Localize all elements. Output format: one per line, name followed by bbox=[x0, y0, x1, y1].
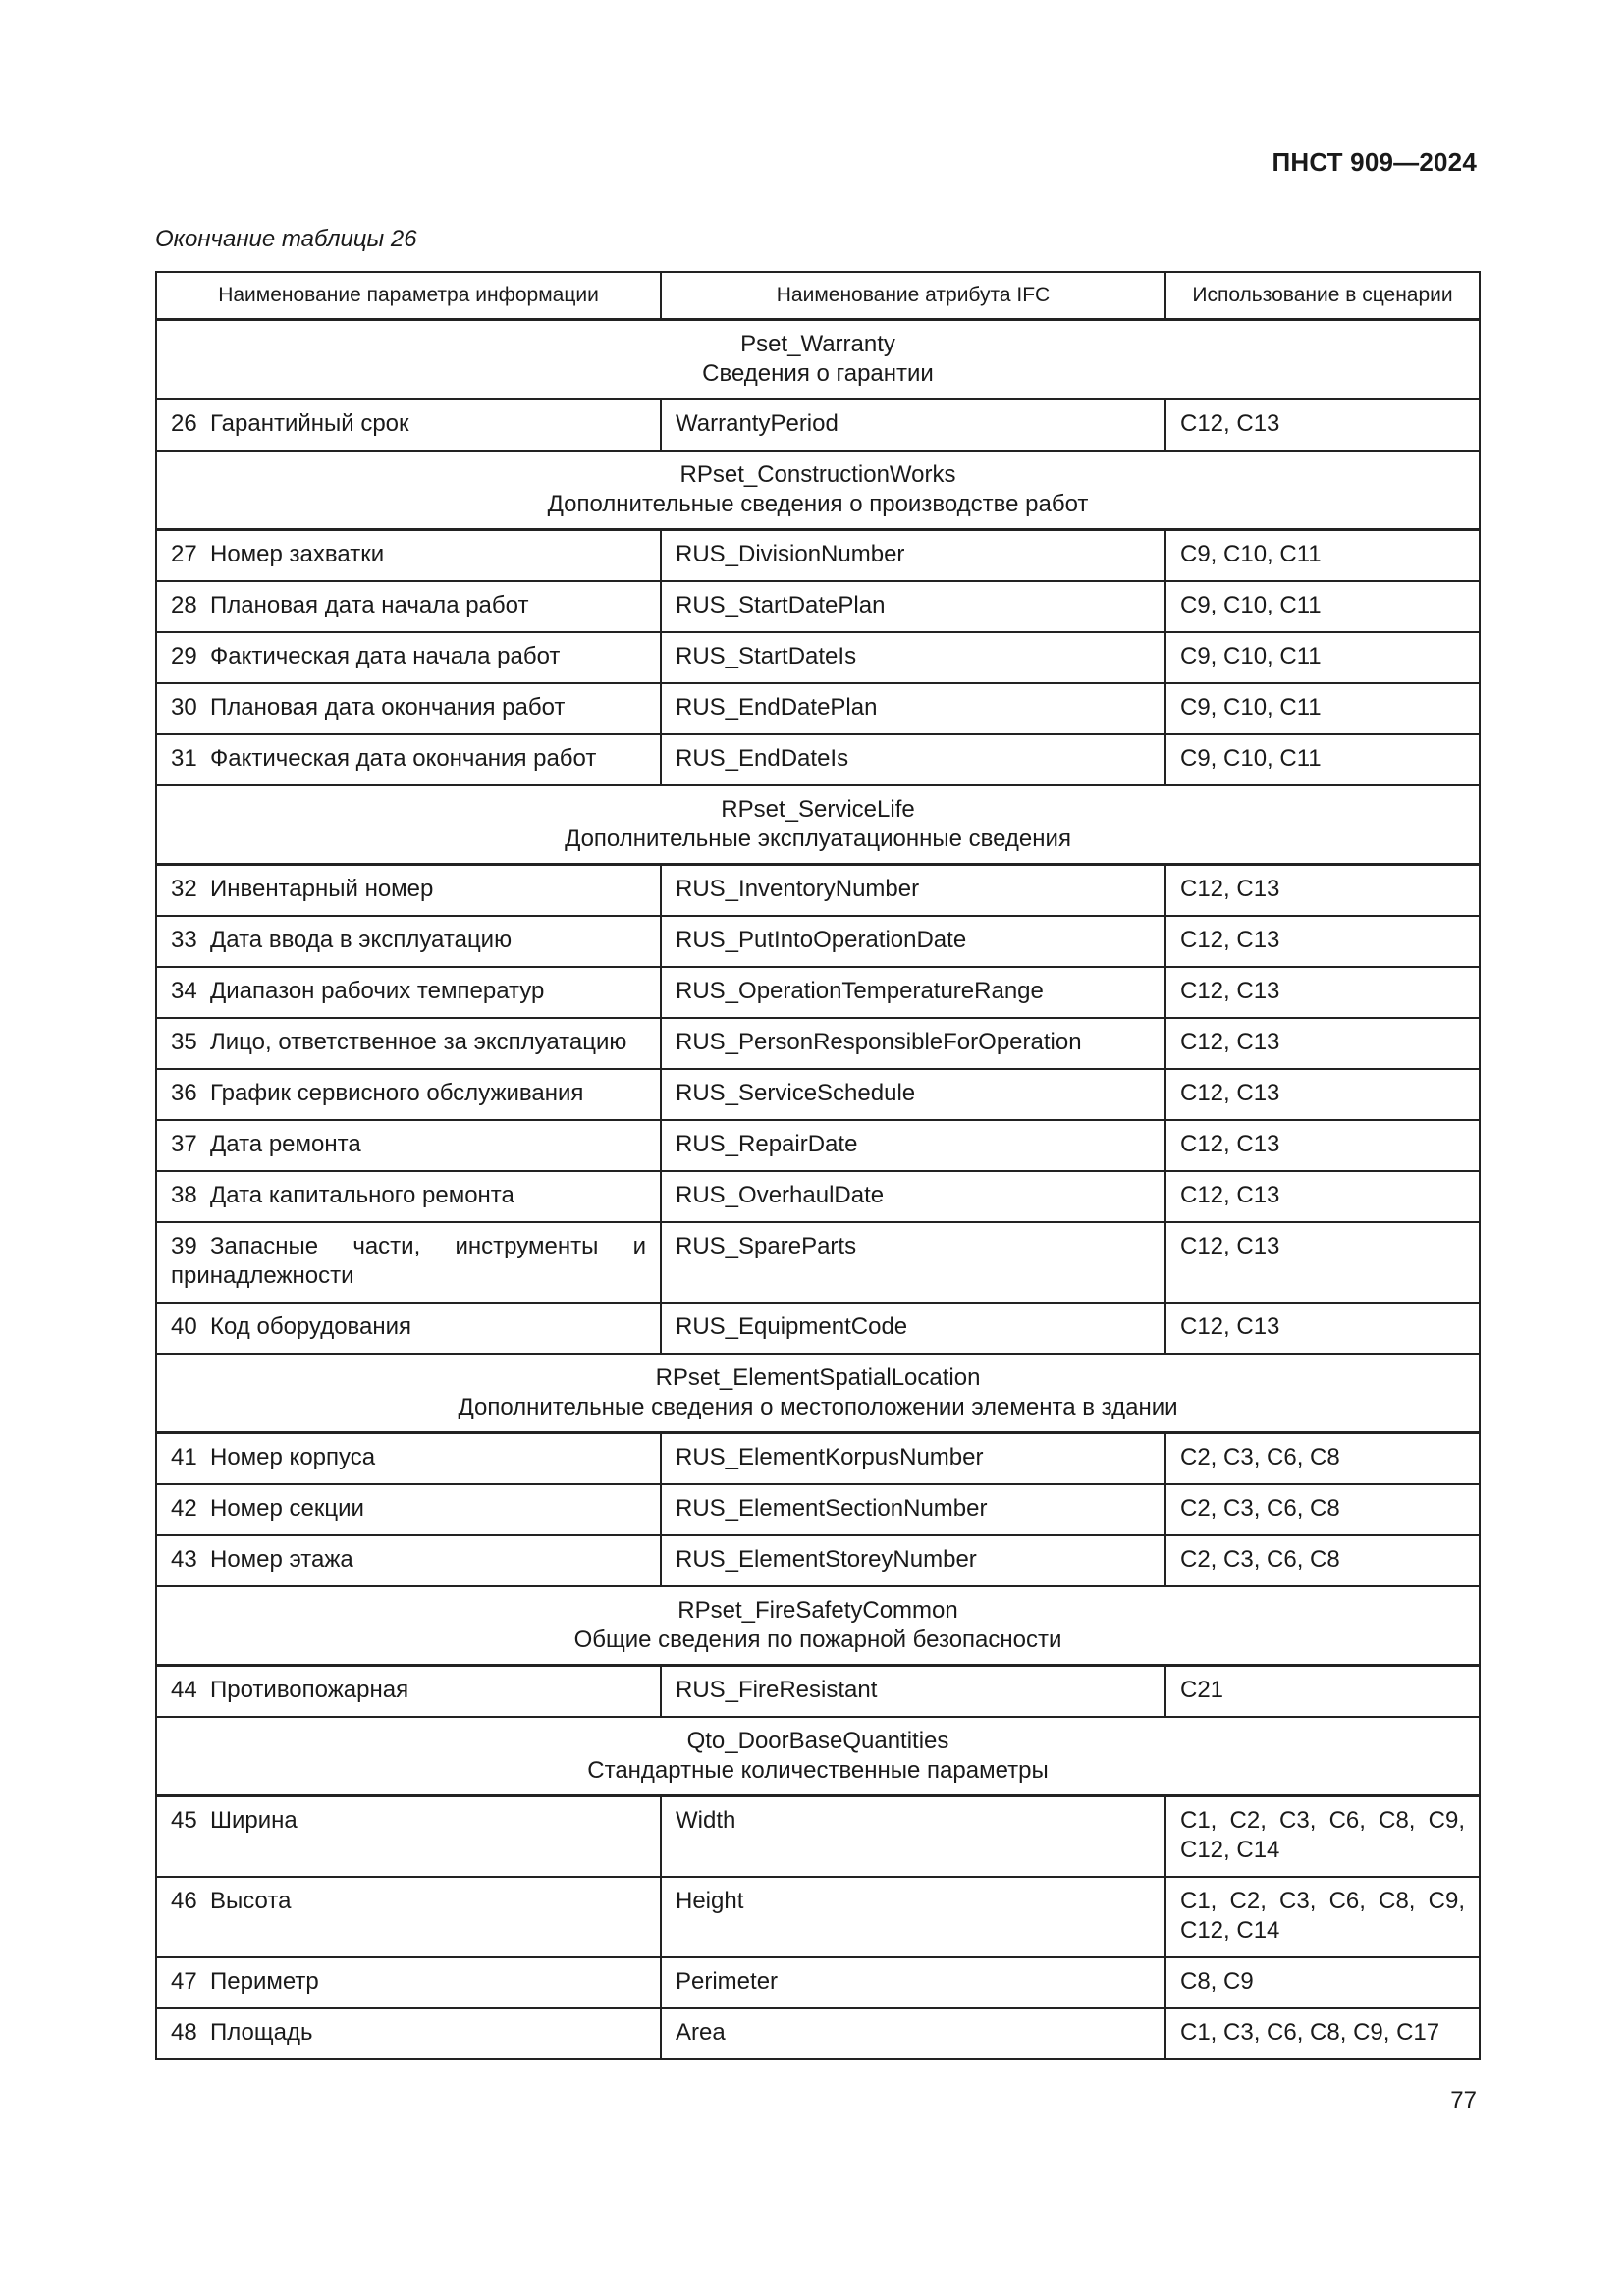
ifc-attribute-cell: Height bbox=[661, 1877, 1165, 1957]
column-header-usage: Использование в сценарии bbox=[1165, 272, 1480, 320]
parameter-name: График сервисного обслуживания bbox=[210, 1080, 584, 1106]
parameter-name: Ширина bbox=[210, 1807, 298, 1834]
ifc-attribute-cell: Width bbox=[661, 1796, 1165, 1878]
usage-cell: C21 bbox=[1165, 1666, 1480, 1718]
parameter-name-cell bbox=[156, 1171, 661, 1222]
group-subtitle: Стандартные количественные параметры bbox=[587, 1757, 1049, 1784]
row-number: 43 bbox=[171, 1546, 197, 1573]
group-header-cell bbox=[156, 1354, 1480, 1433]
ifc-attribute-cell: RUS_StartDateIs bbox=[661, 632, 1165, 683]
parameter-name: Плановая дата окончания работ bbox=[210, 694, 566, 721]
parameter-name: Запасные части, инструменты и принадлежности bbox=[171, 1233, 646, 1289]
row-number: 45 bbox=[171, 1807, 197, 1834]
ifc-attribute-cell: RUS_PutIntoOperationDate bbox=[661, 916, 1165, 967]
parameter-name-cell bbox=[156, 1303, 661, 1354]
parameter-name-cell bbox=[156, 1666, 661, 1718]
ifc-attribute-cell: RUS_ElementStoreyNumber bbox=[661, 1535, 1165, 1586]
parameter-name: Номер этажа bbox=[210, 1546, 353, 1573]
table-row bbox=[156, 530, 1480, 582]
group-header-row bbox=[156, 320, 1480, 400]
ifc-attribute-cell: WarrantyPeriod bbox=[661, 400, 1165, 452]
ifc-attribute-cell: RUS_OverhaulDate bbox=[661, 1171, 1165, 1222]
parameter-name: Периметр bbox=[210, 1968, 319, 1995]
column-header-parameter: Наименование параметра информации bbox=[156, 272, 661, 320]
parameter-name: Высота bbox=[210, 1888, 292, 1914]
usage-cell: C12, C13 bbox=[1165, 1120, 1480, 1171]
parameter-name: Диапазон рабочих температур bbox=[210, 978, 545, 1004]
group-header-cell bbox=[156, 451, 1480, 530]
parameter-name: Фактическая дата начала работ bbox=[210, 643, 561, 669]
table-row bbox=[156, 1957, 1480, 2008]
ifc-attribute-cell: RUS_EndDateIs bbox=[661, 734, 1165, 785]
ifc-attribute-cell: RUS_EquipmentCode bbox=[661, 1303, 1165, 1354]
parameter-name-cell bbox=[156, 1957, 661, 2008]
parameter-name: Лицо, ответственное за эксплуатацию bbox=[210, 1029, 627, 1055]
row-number: 41 bbox=[171, 1444, 197, 1470]
ifc-attribute-cell: RUS_PersonResponsibleForOperation bbox=[661, 1018, 1165, 1069]
usage-cell: C9, C10, C11 bbox=[1165, 530, 1480, 582]
table-row bbox=[156, 916, 1480, 967]
parameter-name: Плановая дата начала работ bbox=[210, 592, 529, 618]
row-number: 38 bbox=[171, 1182, 197, 1208]
parameter-name: Номер секции bbox=[210, 1495, 364, 1522]
group-title: RPset_ServiceLife bbox=[721, 796, 915, 823]
parameter-name-cell bbox=[156, 1796, 661, 1878]
usage-cell: C8, C9 bbox=[1165, 1957, 1480, 2008]
ifc-attribute-cell: RUS_SpareParts bbox=[661, 1222, 1165, 1303]
group-subtitle: Дополнительные сведения о местоположении элемента в здании bbox=[458, 1394, 1178, 1420]
table-row bbox=[156, 2008, 1480, 2059]
ifc-attribute-cell: Perimeter bbox=[661, 1957, 1165, 2008]
row-number: 46 bbox=[171, 1888, 197, 1914]
table-row bbox=[156, 632, 1480, 683]
row-number: 40 bbox=[171, 1313, 197, 1340]
parameter-name: Фактическая дата окончания работ bbox=[210, 745, 597, 772]
parameter-name-cell bbox=[156, 1120, 661, 1171]
usage-cell: C12, C13 bbox=[1165, 1018, 1480, 1069]
row-number: 26 bbox=[171, 410, 197, 437]
usage-cell: C2, C3, C6, C8 bbox=[1165, 1484, 1480, 1535]
row-number: 27 bbox=[171, 541, 197, 567]
row-number: 32 bbox=[171, 876, 197, 902]
group-subtitle: Дополнительные сведения о производстве работ bbox=[547, 491, 1089, 517]
group-header-row bbox=[156, 785, 1480, 865]
ifc-attribute-cell: RUS_DivisionNumber bbox=[661, 530, 1165, 582]
row-number: 28 bbox=[171, 592, 197, 618]
parameter-name: Дата ввода в эксплуатацию bbox=[210, 927, 513, 953]
parameter-name-cell bbox=[156, 400, 661, 452]
table-row bbox=[156, 683, 1480, 734]
table-header-row bbox=[156, 272, 1480, 320]
row-number: 44 bbox=[171, 1677, 197, 1703]
usage-cell: C12, C13 bbox=[1165, 1303, 1480, 1354]
table-row bbox=[156, 400, 1480, 452]
ifc-attribute-cell: RUS_InventoryNumber bbox=[661, 865, 1165, 917]
column-header-ifc-attribute: Наименование атрибута IFC bbox=[661, 272, 1165, 320]
parameter-name: Код оборудования bbox=[210, 1313, 412, 1340]
usage-cell: C2, C3, C6, C8 bbox=[1165, 1433, 1480, 1485]
row-number: 42 bbox=[171, 1495, 197, 1522]
row-number: 29 bbox=[171, 643, 197, 669]
usage-cell: C9, C10, C11 bbox=[1165, 632, 1480, 683]
parameter-name-cell bbox=[156, 1433, 661, 1485]
table-row bbox=[156, 1877, 1480, 1957]
parameter-name-cell bbox=[156, 683, 661, 734]
parameter-name: Гарантийный срок bbox=[210, 410, 409, 437]
row-number: 34 bbox=[171, 978, 197, 1004]
row-number: 36 bbox=[171, 1080, 197, 1106]
usage-cell: C12, C13 bbox=[1165, 1222, 1480, 1303]
ifc-attribute-cell: RUS_StartDatePlan bbox=[661, 581, 1165, 632]
row-number: 37 bbox=[171, 1131, 197, 1157]
group-header-row bbox=[156, 451, 1480, 530]
parameter-name: Площадь bbox=[210, 2019, 313, 2046]
ifc-attribute-cell: Area bbox=[661, 2008, 1165, 2059]
parameter-name-cell bbox=[156, 916, 661, 967]
group-header-cell bbox=[156, 1586, 1480, 1666]
parameter-name-cell bbox=[156, 734, 661, 785]
parameter-name-cell bbox=[156, 530, 661, 582]
table-row bbox=[156, 967, 1480, 1018]
parameter-name: Дата капитального ремонта bbox=[210, 1182, 514, 1208]
group-header-cell bbox=[156, 785, 1480, 865]
ifc-attribute-cell: RUS_ElementSectionNumber bbox=[661, 1484, 1165, 1535]
ifc-attribute-cell: RUS_FireResistant bbox=[661, 1666, 1165, 1718]
table-row bbox=[156, 865, 1480, 917]
parameter-name-cell bbox=[156, 967, 661, 1018]
table-row bbox=[156, 1069, 1480, 1120]
group-subtitle: Общие сведения по пожарной безопасности bbox=[573, 1627, 1062, 1653]
table-row bbox=[156, 1535, 1480, 1586]
table-row bbox=[156, 1222, 1480, 1303]
row-number: 35 bbox=[171, 1029, 197, 1055]
parameter-name-cell bbox=[156, 1018, 661, 1069]
parameter-name-cell bbox=[156, 1484, 661, 1535]
group-subtitle: Сведения о гарантии bbox=[702, 360, 934, 387]
table-row bbox=[156, 734, 1480, 785]
parameter-name-cell bbox=[156, 1222, 661, 1303]
table-body bbox=[156, 320, 1480, 2060]
parameter-name: Дата ремонта bbox=[210, 1131, 361, 1157]
group-title: RPset_ElementSpatialLocation bbox=[655, 1364, 981, 1391]
group-title: Pset_Warranty bbox=[740, 331, 895, 357]
group-header-row bbox=[156, 1354, 1480, 1433]
document-code: ПНСТ 909—2024 bbox=[1272, 147, 1477, 177]
row-number: 48 bbox=[171, 2019, 197, 2046]
group-subtitle: Дополнительные эксплуатационные сведения bbox=[565, 826, 1071, 852]
usage-cell: C9, C10, C11 bbox=[1165, 734, 1480, 785]
ifc-attribute-cell: RUS_EndDatePlan bbox=[661, 683, 1165, 734]
table-row bbox=[156, 581, 1480, 632]
table-row bbox=[156, 1120, 1480, 1171]
group-title: Qto_DoorBaseQuantities bbox=[686, 1728, 949, 1754]
usage-cell: C12, C13 bbox=[1165, 1069, 1480, 1120]
parameter-name-cell bbox=[156, 2008, 661, 2059]
parameter-name: Инвентарный номер bbox=[210, 876, 434, 902]
parameter-name: Номер захватки bbox=[210, 541, 385, 567]
page-number: 77 bbox=[1450, 2087, 1477, 2113]
usage-cell: C2, C3, C6, C8 bbox=[1165, 1535, 1480, 1586]
table-caption: Окончание таблицы 26 bbox=[155, 226, 417, 252]
group-header-cell bbox=[156, 320, 1480, 400]
usage-cell: C1, C2, C3, C6, C8, C9, C12, C14 bbox=[1165, 1796, 1480, 1878]
parameters-table bbox=[155, 271, 1481, 2060]
row-number: 31 bbox=[171, 745, 197, 772]
group-header-cell bbox=[156, 1717, 1480, 1796]
usage-cell: C9, C10, C11 bbox=[1165, 581, 1480, 632]
usage-cell: C1, C2, C3, C6, C8, C9, C12, C14 bbox=[1165, 1877, 1480, 1957]
usage-cell: C12, C13 bbox=[1165, 967, 1480, 1018]
group-title: RPset_ConstructionWorks bbox=[679, 461, 956, 488]
parameter-name-cell bbox=[156, 581, 661, 632]
table-row bbox=[156, 1303, 1480, 1354]
ifc-attribute-cell: RUS_OperationTemperatureRange bbox=[661, 967, 1165, 1018]
ifc-attribute-cell: RUS_RepairDate bbox=[661, 1120, 1165, 1171]
usage-cell: C9, C10, C11 bbox=[1165, 683, 1480, 734]
parameter-name-cell bbox=[156, 865, 661, 917]
ifc-attribute-cell: RUS_ElementKorpusNumber bbox=[661, 1433, 1165, 1485]
parameter-name: Номер корпуса bbox=[210, 1444, 376, 1470]
table-row bbox=[156, 1433, 1480, 1485]
parameter-name: Противопожарная bbox=[210, 1677, 409, 1703]
usage-cell: C12, C13 bbox=[1165, 865, 1480, 917]
row-number: 30 bbox=[171, 694, 197, 721]
usage-cell: C12, C13 bbox=[1165, 1171, 1480, 1222]
ifc-attribute-cell: RUS_ServiceSchedule bbox=[661, 1069, 1165, 1120]
row-number: 39 bbox=[171, 1233, 197, 1259]
parameter-name-cell bbox=[156, 1535, 661, 1586]
table-row bbox=[156, 1018, 1480, 1069]
row-number: 47 bbox=[171, 1968, 197, 1995]
group-header-row bbox=[156, 1717, 1480, 1796]
parameter-name-cell bbox=[156, 1069, 661, 1120]
parameter-name-cell bbox=[156, 1877, 661, 1957]
table-row bbox=[156, 1796, 1480, 1878]
usage-cell: C12, C13 bbox=[1165, 400, 1480, 452]
usage-cell: C12, C13 bbox=[1165, 916, 1480, 967]
table-row bbox=[156, 1171, 1480, 1222]
parameter-name-cell bbox=[156, 632, 661, 683]
row-number: 33 bbox=[171, 927, 197, 953]
group-header-row bbox=[156, 1586, 1480, 1666]
table-row bbox=[156, 1484, 1480, 1535]
table-row bbox=[156, 1666, 1480, 1718]
usage-cell: C1, C3, C6, C8, C9, C17 bbox=[1165, 2008, 1480, 2059]
group-title: RPset_FireSafetyCommon bbox=[677, 1597, 958, 1624]
